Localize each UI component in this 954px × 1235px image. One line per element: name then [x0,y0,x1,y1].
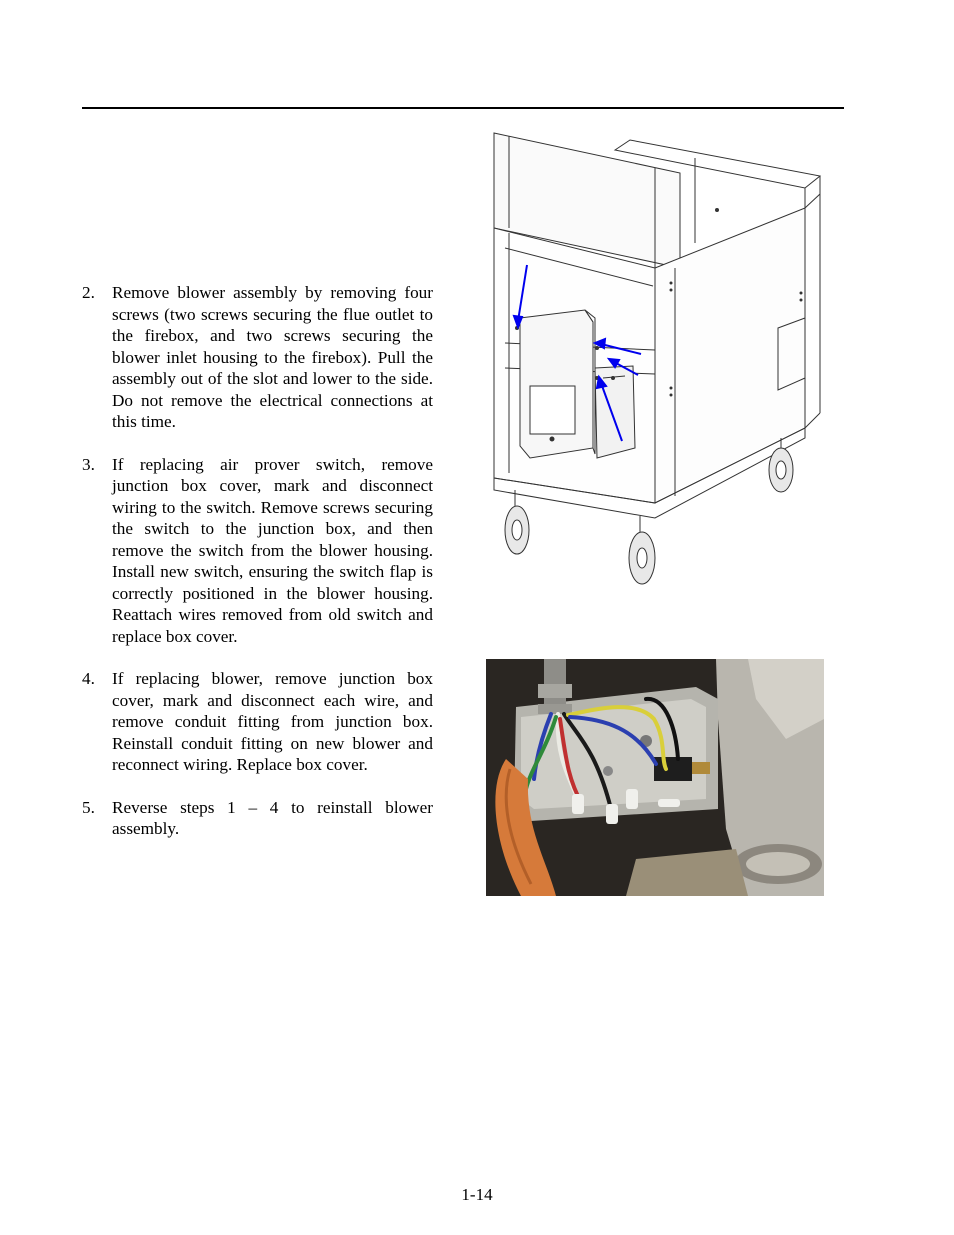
step-4 [82,668,433,776]
step-text: Reverse steps 1 – 4 to reinstall blower assembly. [112,797,433,838]
step-text: If replacing air prover switch, remove junction box cover, mark and disconnect wiring to the switch. Remove screws securing the switch to the junction box, and then remove the switch from the blower housing. Install new switch, ensuring the switch flap is correctly positioned in the blower housing. Reattach wires removed from old switch and replace box cover. [112,454,433,646]
step-text: Remove blower assembly by removing four screws (two screws securing the flue outlet to the firebox, and two screws securing the blower inlet housing to the firebox). Pull the assembly out of the slot and lower to the side. Do not remove the electrical connections at this time. [112,283,433,431]
step-number: 5. [82,797,95,817]
step-number: 2. [82,283,95,302]
step-text: If replacing blower, remove junction box cover, mark and disconnect each wire, and remove conduit fitting from junction box. Reinstall conduit fitting on new blower and reconnect wiring. Replace box cover. [112,669,433,774]
step-2 [82,282,433,433]
junction-box-photo [486,659,824,896]
page-number: 1-14 [461,1185,493,1204]
header-rule [82,107,844,109]
caster-front-left [505,490,529,554]
step-5 [82,797,433,840]
fryer-cabinet-diagram [485,128,830,590]
step-3 [82,454,433,648]
procedure-steps [82,282,433,861]
step-number: 3. [82,454,95,474]
caster-front-right [629,516,655,584]
step-number: 4. [82,669,95,688]
